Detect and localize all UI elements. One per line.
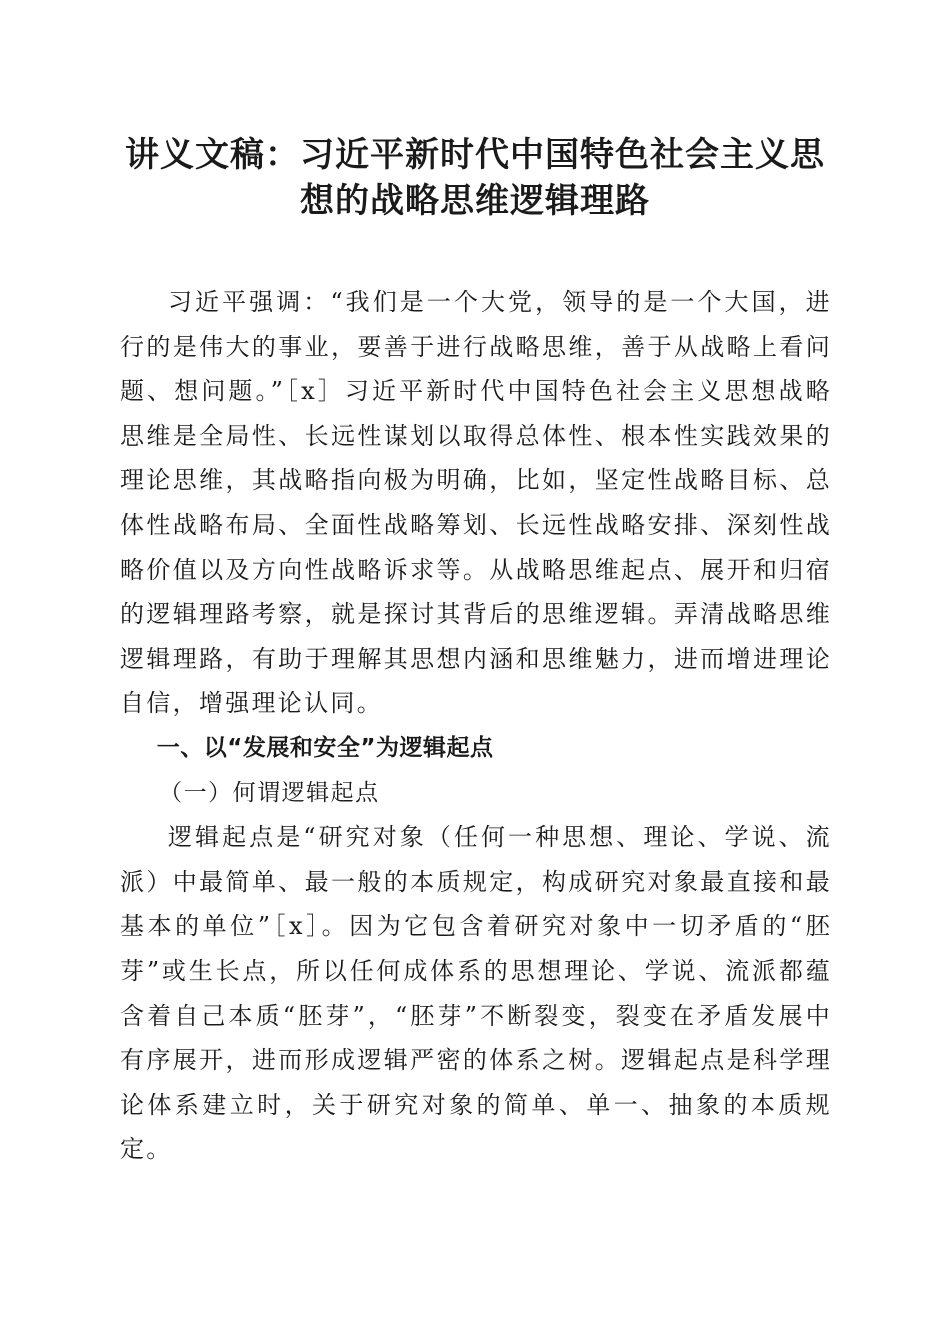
document-body xyxy=(120,280,832,1172)
document-title: 讲义文稿：习近平新时代中国特色社会主义思想的战略思维逻辑理路 xyxy=(125,135,825,221)
section-heading: 一、以“发展和安全”为逻辑起点 xyxy=(156,734,494,761)
subsection-heading: （一）何谓逻辑起点 xyxy=(159,779,380,806)
body-paragraph: 逻辑起点是“研究对象（任何一种思想、理论、学说、流派）中最简单、最一般的本质规定，构成研究对象最直接和最基本的单位”［x］。因为它包含着研究对象中一切矛盾的“胚芽”或生长点，所以任何成体系的思想理论、学说、流派都蕴含着自己本质“胚芽”，“胚芽”不断裂变，裂变在矛盾发展中有序展开，进而形成逻辑严密的体系之树。逻辑起点是科学理论体系建立时，关于研究对象的简单、单一、抽象的本质规定。 xyxy=(120,823,832,1164)
intro-paragraph: 习近平强调：“我们是一个大党，领导的是一个大国，进行的是伟大的事业，要善于进行战略思维，善于从战略上看问题、想问题。”［x］习近平新时代中国特色社会主义思想战略思维是全局性、长远性谋划以取得总体性、根本性实践效果的理论思维，其战略指向极为明确，比如，坚定性战略目标、总体性战略布局、全面性战略筹划、长远性战略安排、深刻性战略价值以及方向性战略诉求等。从战略思维起点、展开和归宿的逻辑理路考察，就是探讨其背后的思维逻辑。弄清战略思维逻辑理路，有助于理解其思想内涵和思维魅力，进而增进理论自信，增强理论认同。 xyxy=(120,288,832,718)
